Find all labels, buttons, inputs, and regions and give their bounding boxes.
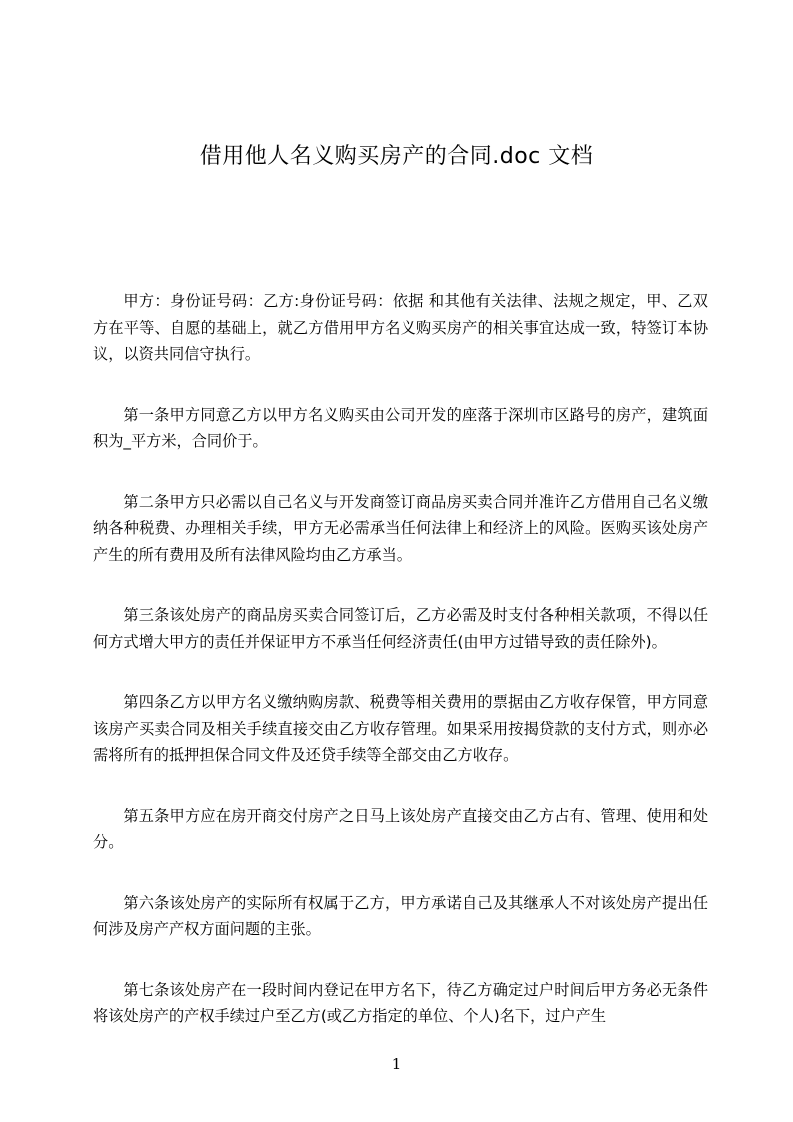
paragraph-article-2: 第二条甲方只必需以自己名义与开发商签订商品房买卖合同并准许乙方借用自己名义缴纳各种税费、办理相关手续，甲方无必需承当任何法律上和经济上的风险。医购买该处房产产生的所有费用及所有法律风险均由乙方承当。: [93, 492, 708, 564]
paragraph-article-4: 第四条乙方以甲方名义缴纳购房款、税费等相关费用的票据由乙方收存保管，甲方同意该房产买卖合同及相关手续直接交由乙方收存管理。如果采用按揭贷款的支付方式，则亦必需将所有的抵押担保合同文件及还贷手续等全部交由乙方收存。: [93, 693, 708, 764]
paragraph-preamble: 甲方：身份证号码：乙方:身份证号码：依据 和其他有关法律、法规之规定，甲、乙双方在平等、自愿的基础上，就乙方借用甲方名义购买房产的相关事宜达成一致，特签订本协议，以资共同信守执行。: [93, 292, 708, 363]
paragraph-article-5: 第五条甲方应在房开商交付房产之日马上该处房产直接交由乙方占有、管理、使用和处分。: [93, 806, 708, 851]
paragraph-article-6: 第六条该处房产的实际所有权属于乙方，甲方承诺自己及其继承人不对该处房产提出任何涉及房产产权方面问题的主张。: [93, 893, 708, 938]
paragraph-article-7: 第七条该处房产在一段时间内登记在甲方名下，待乙方确定过户时间后甲方务必无条件将该处房产的产权手续过户至乙方(或乙方指定的单位、个人)名下，过户产生: [93, 980, 708, 1025]
page-number: 1: [391, 1055, 402, 1073]
document-title: 借用他人名义购买房产的合同.doc 文档: [199, 144, 594, 169]
paragraph-article-3: 第三条该处房产的商品房买卖合同签订后，乙方必需及时支付各种相关款项，不得以任何方式增大甲方的责任并保证甲方不承当任何经济责任(由甲方过错导致的责任除外)。: [93, 606, 708, 651]
document-body: [93, 288, 708, 1064]
paragraph-article-1: 第一条甲方同意乙方以甲方名义购买由公司开发的座落于深圳市区路号的房产，建筑面积为_平方米，合同价于。: [93, 405, 708, 450]
